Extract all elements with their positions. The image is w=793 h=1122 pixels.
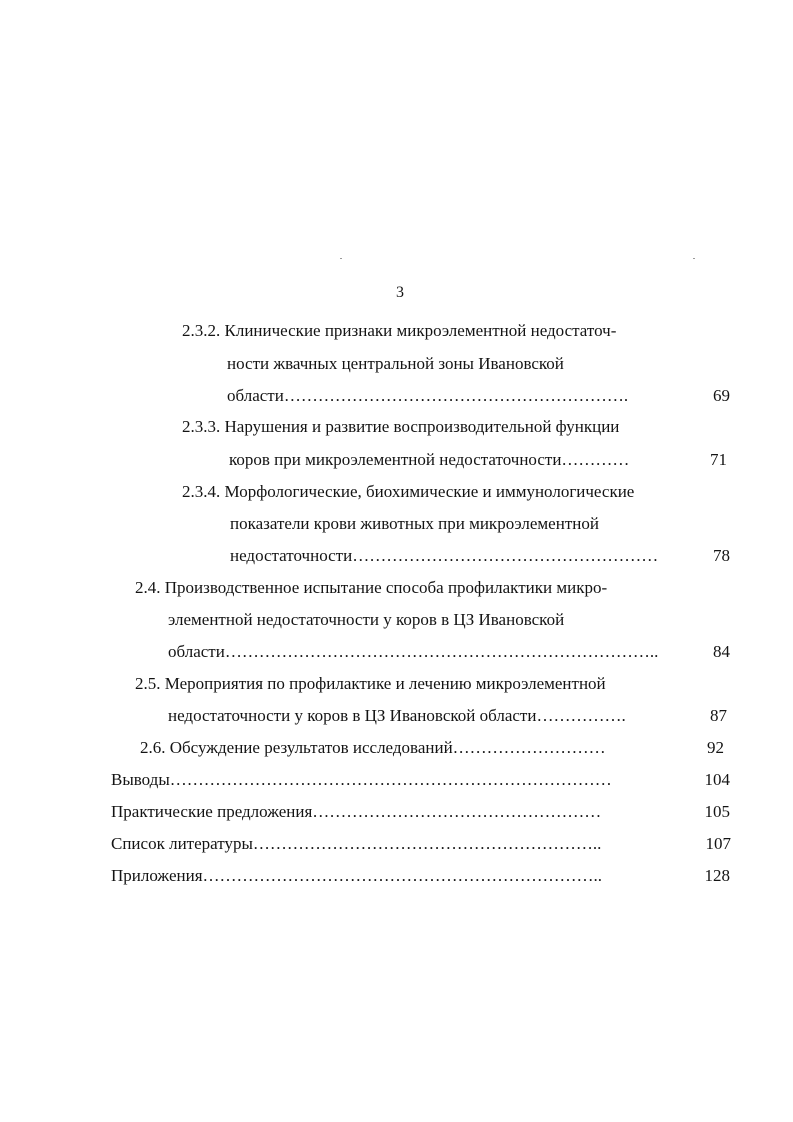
- toc-page-number: 78: [713, 546, 730, 565]
- toc-line: области…………………………………………………….: [227, 386, 629, 405]
- toc-page-number: 87: [710, 706, 727, 725]
- toc-line: ности жвачных центральной зоны Ивановской: [227, 354, 564, 373]
- toc-line: 2.4. Производственное испытание способа профилактики микро-: [135, 578, 608, 597]
- toc-page-number: 71: [710, 450, 727, 469]
- toc-page-number: 105: [704, 802, 730, 821]
- toc-page-number: 128: [704, 866, 730, 885]
- toc-page-number: 92: [707, 738, 724, 757]
- toc-line: показатели крови животных при микроэлементной: [230, 514, 599, 533]
- toc-page-number: 107: [705, 834, 731, 853]
- toc-line: коров при микроэлементной недостаточности…………: [229, 450, 630, 469]
- toc-line: Выводы……………………………………………………………………: [111, 770, 612, 789]
- toc-line: Приложения……………………………………………………………..: [111, 866, 603, 885]
- toc-line: недостаточности у коров в ЦЗ Ивановской области…………….: [168, 706, 626, 725]
- page-number: 3: [396, 284, 404, 301]
- toc-line: 2.6. Обсуждение результатов исследований………………………: [140, 738, 606, 757]
- toc-line: Практические предложения……………………………………………: [111, 802, 602, 821]
- toc-line: 2.3.2. Клинические признаки микроэлементной недостаточ-: [182, 321, 617, 340]
- scan-speck: [693, 258, 695, 259]
- toc-line: элементной недостаточности у коров в ЦЗ Ивановской: [168, 610, 565, 629]
- toc-page-number: 84: [713, 642, 730, 661]
- toc-line: недостаточности………………………………………………: [230, 546, 659, 565]
- toc-line: 2.3.4. Морфологические, биохимические и иммунологические: [182, 482, 635, 501]
- toc-line: 2.5. Мероприятия по профилактике и лечению микроэлементной: [135, 674, 606, 693]
- scan-speck: [340, 258, 342, 259]
- toc-page-number: 69: [713, 386, 730, 405]
- toc-page-number: 104: [704, 770, 730, 789]
- toc-line: 2.3.3. Нарушения и развитие воспроизводительной функции: [182, 417, 620, 436]
- toc-line: Список литературы……………………………………………………..: [111, 834, 602, 853]
- toc-line: области…………………………………………………………………..: [168, 642, 659, 661]
